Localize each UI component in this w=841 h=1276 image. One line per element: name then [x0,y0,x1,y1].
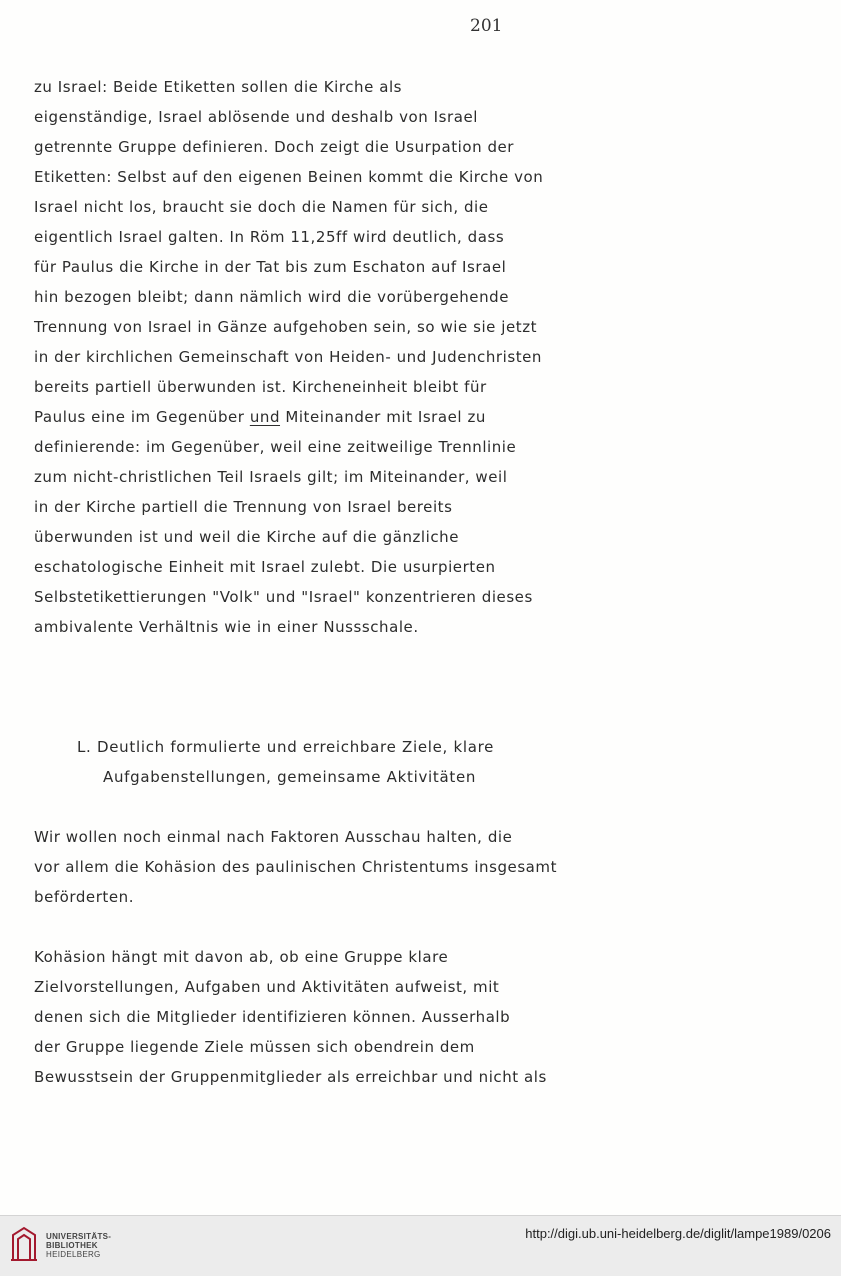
text-line: Etiketten: Selbst auf den eigenen Beinen kommt die Kirche von [34,168,544,186]
library-logo-icon[interactable] [10,1225,38,1263]
page-number: 201 [470,16,503,36]
text-line: Zielvorstellungen, Aufgaben und Aktivitäten aufweist, mit [34,978,500,996]
text-line: der Gruppe liegende Ziele müssen sich obendrein dem [34,1038,475,1056]
text-line: vor allem die Kohäsion des paulinischen Christentums insgesamt [34,858,558,876]
text-line: bereits partiell überwunden ist. Kircheneinheit bleibt für [34,378,487,396]
text-line: Wir wollen noch einmal nach Faktoren Ausschau halten, die [34,828,513,846]
text-segment: Paulus eine im Gegenüber [34,408,250,426]
text-line: getrennte Gruppe definieren. Doch zeigt die Usurpation der [34,138,515,156]
text-line: eigenständige, Israel ablösende und deshalb von Israel [34,108,478,126]
text-line: definierende: im Gegenüber, weil eine zeitweilige Trennlinie [34,438,517,456]
text-line: in der Kirche partiell die Trennung von Israel bereits [34,498,453,516]
text-line: in der kirchlichen Gemeinschaft von Heiden- und Judenchristen [34,348,542,366]
viewer-footer [0,1215,841,1276]
text-line: Trennung von Israel in Gänze aufgehoben sein, so wie sie jetzt [34,318,538,336]
text-line: für Paulus die Kirche in der Tat bis zum Eschaton auf Israel [34,258,507,276]
paragraph-2 [34,822,574,912]
text-line: hin bezogen bleibt; dann nämlich wird die vorübergehende [34,288,509,306]
text-line: zum nicht-christlichen Teil Israels gilt; im Miteinander, weil [34,468,508,486]
text-line: überwunden ist und weil die Kirche auf die gänzliche [34,528,459,546]
text-line: beförderten. [34,888,135,906]
library-name-line: UNIVERSITÄTS- [46,1232,112,1241]
text-line: denen sich die Mitglieder identifizieren können. Ausserhalb [34,1008,511,1026]
text-line: Selbstetikettierungen "Volk" und "Israel" konzentrieren dieses [34,588,533,606]
text-segment: Miteinander mit Israel zu [280,408,486,426]
permalink-url[interactable]: http://digi.ub.uni-heidelberg.de/diglit/lampe1989/0206 [525,1226,831,1241]
library-name-line: BIBLIOTHEK [46,1241,98,1250]
text-line-with-emphasis [34,402,574,432]
text-line: eigentlich Israel galten. In Röm 11,25ff wird deutlich, dass [34,228,505,246]
library-name [46,1232,111,1259]
paragraph-1 [34,72,574,642]
text-line: Israel nicht los, braucht sie doch die Namen für sich, die [34,198,489,216]
heading-line: L. Deutlich formulierte und erreichbare Ziele, klare [77,738,495,756]
heading-line: Aufgabenstellungen, gemeinsame Aktivitäten [103,768,477,786]
text-line: eschatologische Einheit mit Israel zulebt. Die usurpierten [34,558,496,576]
paragraph-3 [34,942,574,1092]
text-line: ambivalente Verhältnis wie in einer Nussschale. [34,618,419,636]
section-heading [77,732,557,792]
text-line: zu Israel: Beide Etiketten sollen die Kirche als [34,78,403,96]
text-line: Bewusstsein der Gruppenmitglieder als erreichbar und nicht als [34,1068,547,1086]
library-name-line: HEIDELBERG [46,1250,101,1259]
text-line: Kohäsion hängt mit davon ab, ob eine Gruppe klare [34,948,449,966]
underlined-word: und [249,408,281,426]
